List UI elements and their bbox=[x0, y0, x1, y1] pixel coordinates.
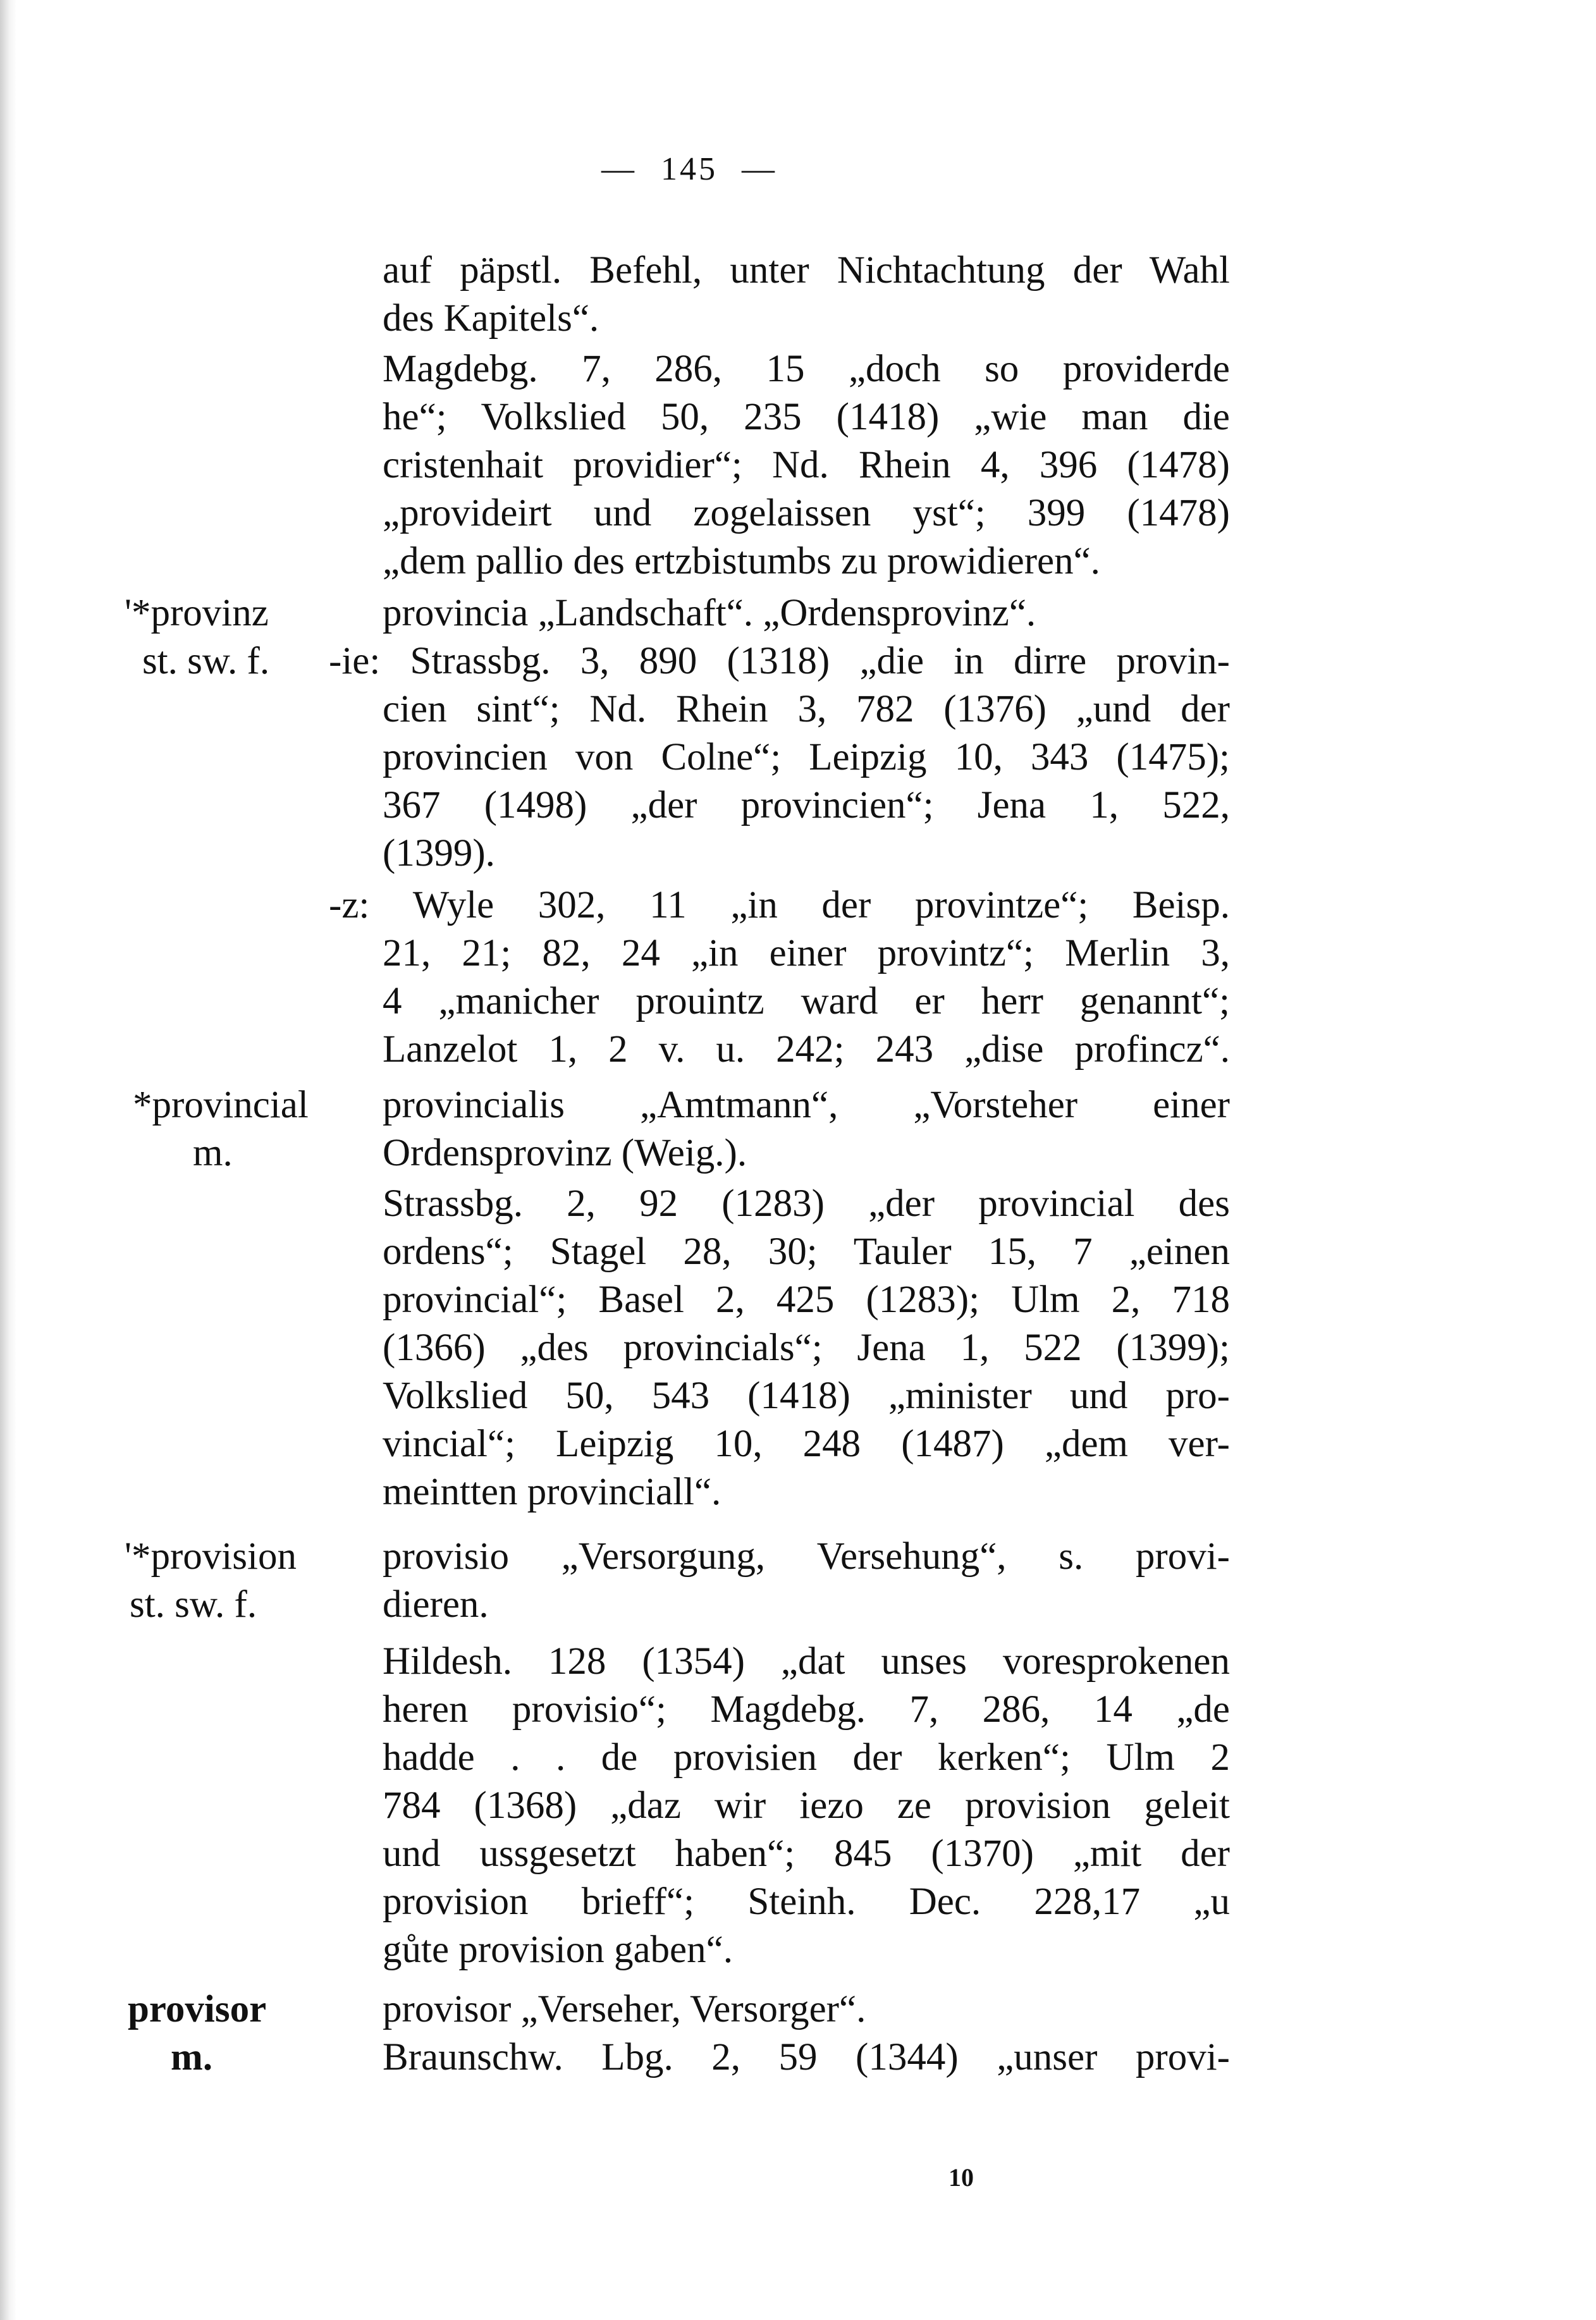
text-line: provincialis „Amtmann“, „Vorsteher einer bbox=[383, 1084, 1230, 1126]
headword-provincial-grammar: m. bbox=[193, 1132, 233, 1174]
text-line: he“; Volkslied 50, 235 (1418) „wie man die bbox=[383, 396, 1230, 438]
text-line: „dem pallio des ertzbistumbs zu prowidieren“. bbox=[383, 540, 1100, 582]
text-line: provisio „Versorgung, Versehung“, s. provi- bbox=[383, 1535, 1230, 1578]
page-number: 145 bbox=[661, 151, 718, 187]
text-line: -z: Wyle 302, 11 „in der provintze“; Beisp. bbox=[329, 884, 1230, 926]
text-line: provincia „Landschaft“. „Ordensprovinz“. bbox=[383, 592, 1036, 634]
text-line: provisor „Verseher, Versorger“. bbox=[383, 1988, 866, 2030]
text-line: des Kapitels“. bbox=[383, 297, 599, 340]
headword-provisor: provisor bbox=[128, 1988, 267, 2030]
text-line: (1366) „des provincials“; Jena 1, 522 (1399); bbox=[383, 1327, 1230, 1369]
text-line: cien sint“; Nd. Rhein 3, 782 (1376) „und der bbox=[383, 688, 1230, 730]
text-line: 784 (1368) „daz wir iezo ze provision geleit bbox=[383, 1784, 1230, 1827]
text-line: Lanzelot 1, 2 v. u. 242; 243 „dise profincz“. bbox=[383, 1028, 1230, 1071]
text-line: auf päpstl. Befehl, unter Nichtachtung der Wahl bbox=[383, 249, 1230, 292]
headword-provisor-grammar: m. bbox=[171, 2036, 213, 2078]
text-line: 367 (1498) „der provincien“; Jena 1, 522, bbox=[383, 784, 1230, 826]
text-line: Hildesh. 128 (1354) „dat unses voresprokenen bbox=[383, 1640, 1230, 1683]
text-line: dieren. bbox=[383, 1583, 489, 1626]
text-line: Strassbg. 2, 92 (1283) „der provincial des bbox=[383, 1182, 1230, 1225]
headword-provinz: '*provinz bbox=[125, 592, 269, 634]
text-line: 21, 21; 82, 24 „in einer provintz“; Merlin 3, bbox=[383, 932, 1230, 974]
text-line: Magdebg. 7, 286, 15 „doch so providerde bbox=[383, 348, 1230, 390]
headword-provincial: *provincial bbox=[133, 1084, 309, 1126]
header-dash-left: — bbox=[601, 151, 637, 187]
text-line: Braunschw. Lbg. 2, 59 (1344) „unser provi- bbox=[383, 2036, 1230, 2078]
text-line: provincial“; Basel 2, 425 (1283); Ulm 2, 718 bbox=[383, 1279, 1230, 1321]
text-line: Ordensprovinz (Weig.). bbox=[383, 1132, 747, 1174]
headword-provision: '*provision bbox=[125, 1535, 297, 1578]
text-line: ordens“; Stagel 28, 30; Tauler 15, 7 „einen bbox=[383, 1231, 1230, 1273]
text-line: 4 „manicher prouintz ward er herr genannt“; bbox=[383, 980, 1230, 1022]
text-line: heren provisio“; Magdebg. 7, 286, 14 „de bbox=[383, 1688, 1230, 1731]
header-dash-right: — bbox=[742, 151, 777, 187]
text-line: Volkslied 50, 543 (1418) „minister und pro- bbox=[383, 1375, 1230, 1417]
text-line: provincien von Colne“; Leipzig 10, 343 (1475); bbox=[383, 736, 1230, 778]
text-line: vincial“; Leipzig 10, 248 (1487) „dem ver- bbox=[383, 1423, 1230, 1465]
text-line: hadde . . de provisien der kerken“; Ulm 2 bbox=[383, 1736, 1230, 1779]
text-line: „provideirt und zogelaissen yst“; 399 (1478) bbox=[383, 492, 1230, 534]
text-line: (1399). bbox=[383, 832, 495, 875]
text-line: meintten provinciall“. bbox=[383, 1471, 721, 1513]
text-line: und ussgesetzt haben“; 845 (1370) „mit der bbox=[383, 1832, 1230, 1875]
text-line: -ie: Strassbg. 3, 890 (1318) „die in dirre provin- bbox=[329, 640, 1230, 682]
text-line: cristenhait providier“; Nd. Rhein 4, 396 (1478) bbox=[383, 444, 1230, 486]
text-line: provision brieff“; Steinh. Dec. 228,17 „u bbox=[383, 1881, 1230, 1923]
headword-provision-grammar: st. sw. f. bbox=[130, 1583, 257, 1626]
text-line: gůte provision gaben“. bbox=[383, 1929, 733, 1971]
signature-mark: 10 bbox=[948, 2163, 974, 2192]
headword-provinz-grammar: st. sw. f. bbox=[142, 640, 270, 682]
